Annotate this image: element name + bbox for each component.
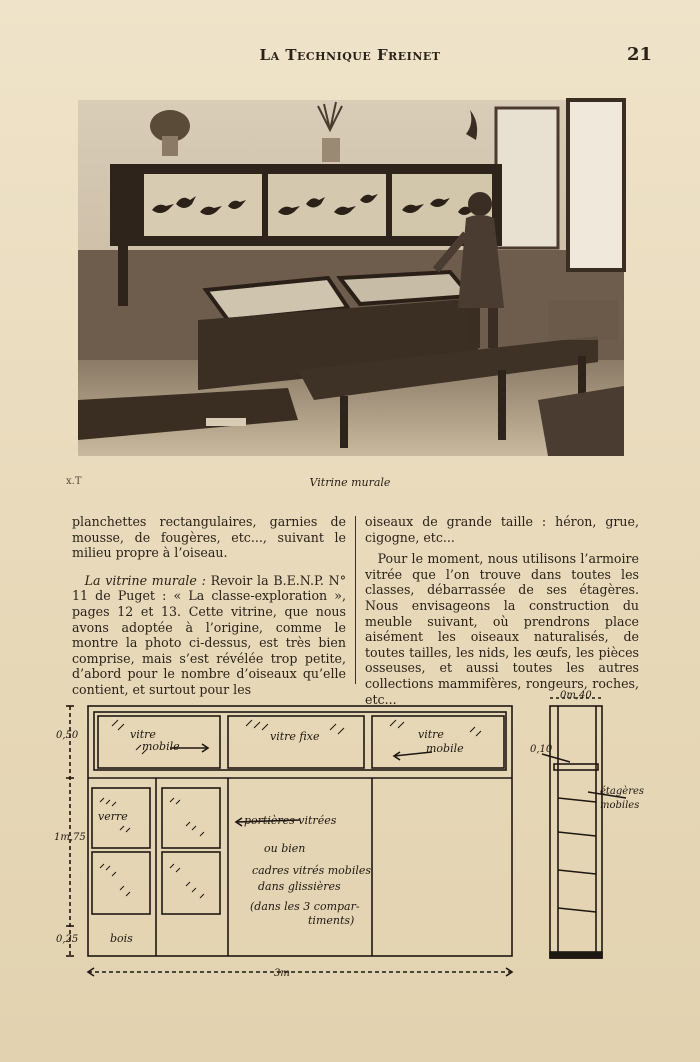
right-paragraph-1: oiseaux de grande taille : héron, grue, cigogne, etc... — [365, 514, 639, 545]
side-shelves-label-2: mobiles — [600, 800, 640, 811]
note-line-6: timents) — [308, 914, 355, 927]
dim-top-label: 0,50 — [56, 730, 79, 741]
pane-left-label-1: vitre — [130, 728, 156, 741]
pane-right-label-2: mobile — [426, 742, 464, 755]
note-line-1: portières vitrées — [244, 814, 337, 827]
section-lead: La vitrine murale : — [84, 572, 206, 588]
photo-caption: Vitrine murale — [309, 476, 391, 489]
cabinet-sketch — [54, 690, 645, 980]
left-column — [72, 514, 346, 704]
note-line-4: dans glissières — [258, 880, 341, 893]
sketch-svg — [54, 690, 645, 980]
note-line-5: (dans les 3 compar- — [250, 900, 360, 913]
note-line-3: cadres vitrés mobiles — [252, 864, 372, 877]
pane-left-label-2: mobile — [142, 740, 180, 753]
dim-width-label: 3m — [274, 968, 290, 979]
left-paragraph-2 — [72, 573, 346, 698]
vitrine-photo — [78, 100, 624, 456]
pane-right-label-1: vitre — [418, 728, 444, 741]
left-paragraph-1: planchettes rectangulaires, garnies de mousse, de fougères, etc..., suivant le milieu propre à l’oiseau. — [72, 514, 346, 561]
bois-label: bois — [110, 932, 133, 945]
running-header: La Technique Freinet — [259, 46, 441, 64]
left-paragraph-2-body: Revoir la B.E.N.P. N° 11 de Puget : « La classe-exploration », pages 12 et 13. Cette vitrine, que nous avons adoptée à l’origine, comme le montre la photo ci-dessus, est très bien comprise, mais s’est révélée trop petite, d’abord pour le nombre d’oiseaux qu’elle contient, et surtout pour les — [72, 572, 346, 697]
page-number: 21 — [626, 44, 652, 65]
side-width-label: 0m,40 — [560, 690, 592, 701]
side-shelves-label-1: étagères — [600, 786, 645, 797]
verre-label: verre — [98, 810, 128, 823]
right-column — [365, 514, 639, 713]
dim-bottom-label: 0,25 — [56, 934, 79, 945]
right-paragraph-2: Pour le moment, nous utilisons l’armoire vitrée que l’on trouve dans toutes les classes, débarrassée de ses étagères. Nous envisageons la construction du meuble suivant, où prendrons place aisément les oiseaux naturalisés, de toutes tailles, les nids, les œufs, les pièces osseuses, et aussi toutes les autres collections mammifères, rongeurs, roches, etc... — [365, 551, 639, 707]
corner-mark: x.T — [66, 476, 82, 487]
dim-middle-label: 1m,75 — [54, 832, 86, 843]
note-line-2: ou bien — [264, 842, 306, 855]
photo-illustration — [78, 100, 624, 456]
side-small-label: 0,10 — [530, 744, 553, 755]
column-divider — [355, 516, 356, 684]
pane-middle-label: vitre fixe — [270, 730, 320, 743]
